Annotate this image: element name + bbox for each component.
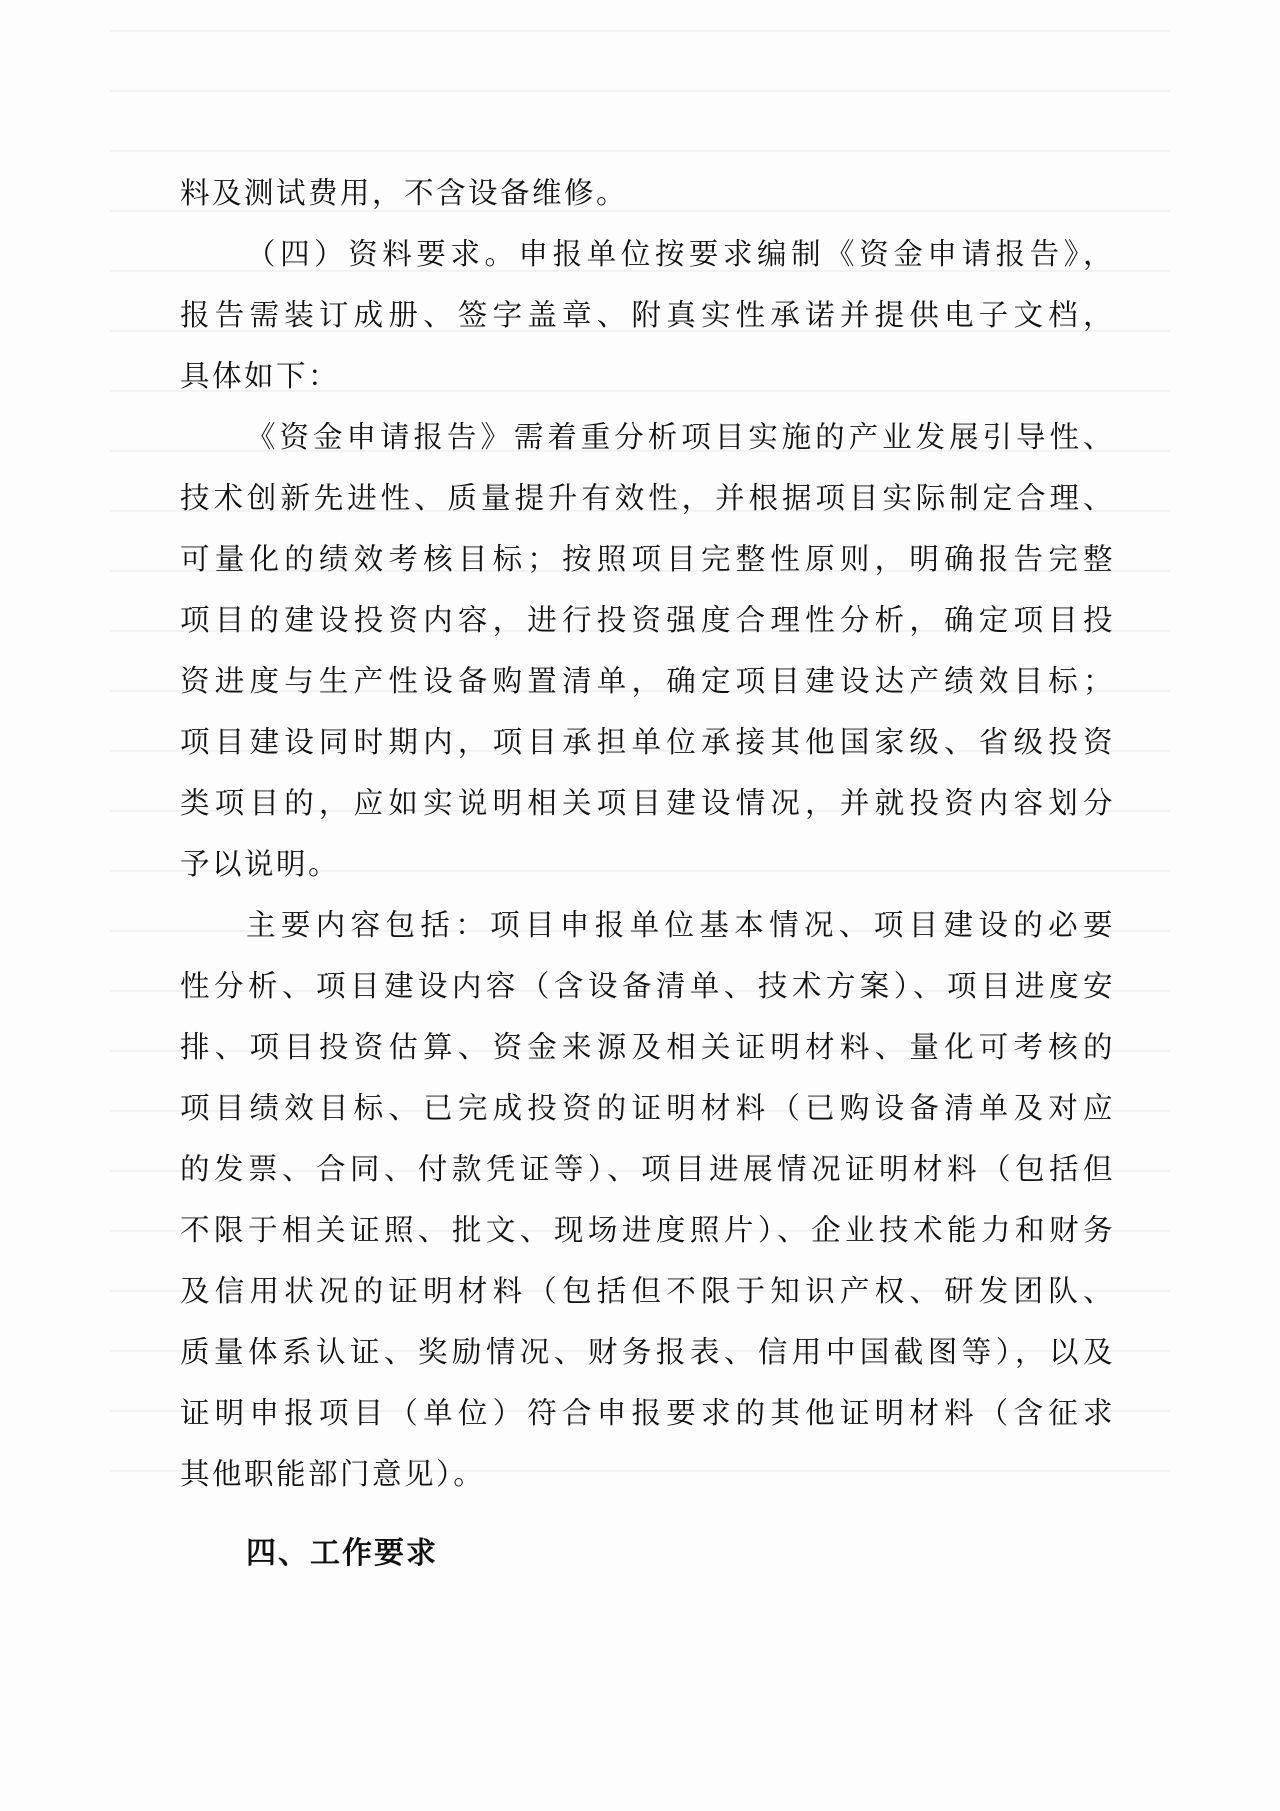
text-line: 性分析、项目建设内容（含设备清单、技术方案）、项目进度安: [180, 969, 1115, 1003]
text-line: 予以说明。: [180, 847, 341, 881]
text-line: 及信用状况的证明材料（包括但不限于知识产权、研发团队、: [180, 1274, 1115, 1308]
text-line: 《资金申请报告》需着重分析项目实施的产业发展引导性、: [246, 420, 1115, 454]
text-line: 具体如下：: [180, 359, 341, 393]
section-heading: 四、工作要求: [246, 1536, 438, 1571]
text-line: 的发票、合同、付款凭证等）、项目进展情况证明材料（包括但: [180, 1152, 1115, 1186]
text-line: 项目绩效目标、已完成投资的证明材料（已购设备清单及对应: [180, 1091, 1115, 1125]
text-line: 其他职能部门意见）。: [180, 1457, 486, 1491]
text-line: 料及测试费用，不含设备维修。: [180, 176, 629, 210]
text-line: 质量体系认证、奖励情况、财务报表、信用中国截图等），以及: [180, 1335, 1115, 1369]
text-line: 类项目的，应如实说明相关项目建设情况，并就投资内容划分: [180, 786, 1115, 820]
text-line: 不限于相关证照、批文、现场进度照片）、企业技术能力和财务: [180, 1213, 1115, 1247]
text-line: 资进度与生产性设备购置清单，确定项目建设达产绩效目标；: [180, 664, 1115, 698]
text-line: 主要内容包括：项目申报单位基本情况、项目建设的必要: [246, 908, 1115, 942]
text-line: 证明申报项目（单位）符合申报要求的其他证明材料（含征求: [180, 1396, 1115, 1430]
text-line: 可量化的绩效考核目标；按照项目完整性原则，明确报告完整: [180, 542, 1115, 576]
text-line: 排、项目投资估算、资金来源及相关证明材料、量化可考核的: [180, 1030, 1115, 1064]
text-line: （四）资料要求。申报单位按要求编制《资金申请报告》，: [246, 237, 1115, 271]
text-line: 报告需装订成册、签字盖章、附真实性承诺并提供电子文档，: [180, 298, 1115, 332]
text-line: 项目建设同时期内，项目承担单位承接其他国家级、省级投资: [180, 725, 1115, 759]
body-text: [180, 163, 1115, 1505]
text-line: 技术创新先进性、质量提升有效性，并根据项目实际制定合理、: [180, 481, 1115, 515]
text-line: 项目的建设投资内容，进行投资强度合理性分析，确定项目投: [180, 603, 1115, 637]
